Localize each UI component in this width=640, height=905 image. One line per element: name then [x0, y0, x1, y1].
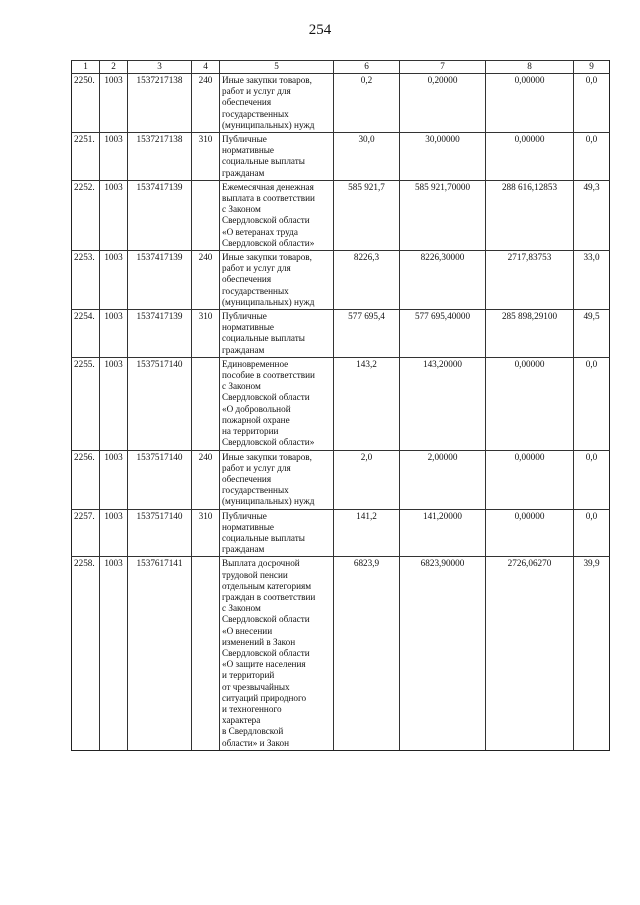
- executed-amount-cell: 2726,06270: [486, 557, 574, 750]
- approved-amount-cell: 6823,90000: [400, 557, 486, 750]
- table-row: [72, 180, 610, 250]
- planned-amount-cell: 577 695,4: [334, 310, 400, 358]
- target-code-cell: 1537417139: [128, 251, 192, 310]
- execution-percent-cell: 0,0: [574, 450, 610, 509]
- description-cell: Иные закупки товаров, работ и услуг для обеспечения государственных (муниципальных) нужд: [220, 251, 334, 310]
- approved-amount-cell: 30,00000: [400, 133, 486, 181]
- executed-amount-cell: 0,00000: [486, 133, 574, 181]
- planned-amount-cell: 8226,3: [334, 251, 400, 310]
- section-code-cell: 1003: [100, 74, 128, 133]
- section-code-cell: 1003: [100, 557, 128, 750]
- execution-percent-cell: 39,9: [574, 557, 610, 750]
- target-code-cell: 1537617141: [128, 557, 192, 750]
- description-cell: Публичные нормативные социальные выплаты гражданам: [220, 509, 334, 557]
- planned-amount-cell: 6823,9: [334, 557, 400, 750]
- target-code-cell: 1537417139: [128, 310, 192, 358]
- approved-amount-cell: 0,20000: [400, 74, 486, 133]
- execution-percent-cell: 0,0: [574, 509, 610, 557]
- row-number-cell: 2255.: [72, 357, 100, 450]
- target-code-cell: 1537217138: [128, 74, 192, 133]
- planned-amount-cell: 30,0: [334, 133, 400, 181]
- table-row: [72, 133, 610, 181]
- page-number: 254: [308, 22, 332, 38]
- approved-amount-cell: 143,20000: [400, 357, 486, 450]
- description-cell: Публичные нормативные социальные выплаты гражданам: [220, 133, 334, 181]
- table-row: [72, 357, 610, 450]
- approved-amount-cell: 141,20000: [400, 509, 486, 557]
- planned-amount-cell: 2,0: [334, 450, 400, 509]
- target-code-cell: 1537517140: [128, 450, 192, 509]
- execution-percent-cell: 0,0: [574, 74, 610, 133]
- planned-amount-cell: 0,2: [334, 74, 400, 133]
- row-number-cell: 2256.: [72, 450, 100, 509]
- expense-type-cell: 240: [192, 74, 220, 133]
- row-number-cell: 2251.: [72, 133, 100, 181]
- executed-amount-cell: 0,00000: [486, 74, 574, 133]
- executed-amount-cell: 0,00000: [486, 509, 574, 557]
- column-header: 2: [100, 61, 128, 74]
- executed-amount-cell: 0,00000: [486, 357, 574, 450]
- row-number-cell: 2253.: [72, 251, 100, 310]
- column-header: 5: [220, 61, 334, 74]
- expense-type-cell: 240: [192, 450, 220, 509]
- budget-table: [71, 60, 610, 751]
- executed-amount-cell: 288 616,12853: [486, 180, 574, 250]
- row-number-cell: 2257.: [72, 509, 100, 557]
- execution-percent-cell: 0,0: [574, 357, 610, 450]
- row-number-cell: 2252.: [72, 180, 100, 250]
- description-cell: Ежемесячная денежная выплата в соответствии с Законом Свердловской области «О ветеранах труда Свердловской области»: [220, 180, 334, 250]
- section-code-cell: 1003: [100, 509, 128, 557]
- planned-amount-cell: 585 921,7: [334, 180, 400, 250]
- expense-type-cell: [192, 357, 220, 450]
- planned-amount-cell: 141,2: [334, 509, 400, 557]
- table-row: [72, 557, 610, 750]
- expense-type-cell: 310: [192, 509, 220, 557]
- section-code-cell: 1003: [100, 180, 128, 250]
- table-row: [72, 509, 610, 557]
- target-code-cell: 1537517140: [128, 509, 192, 557]
- expense-type-cell: 310: [192, 133, 220, 181]
- description-cell: Единовременное пособие в соответствии с Законом Свердловской области «О добровольной пожарной охране на территории Свердловской области»: [220, 357, 334, 450]
- column-header: 4: [192, 61, 220, 74]
- executed-amount-cell: 285 898,29100: [486, 310, 574, 358]
- execution-percent-cell: 33,0: [574, 251, 610, 310]
- description-cell: Иные закупки товаров, работ и услуг для обеспечения государственных (муниципальных) нужд: [220, 74, 334, 133]
- approved-amount-cell: 8226,30000: [400, 251, 486, 310]
- section-code-cell: 1003: [100, 310, 128, 358]
- section-code-cell: 1003: [100, 357, 128, 450]
- section-code-cell: 1003: [100, 251, 128, 310]
- column-number-row: [72, 61, 610, 74]
- executed-amount-cell: 0,00000: [486, 450, 574, 509]
- section-code-cell: 1003: [100, 450, 128, 509]
- approved-amount-cell: 577 695,40000: [400, 310, 486, 358]
- target-code-cell: 1537217138: [128, 133, 192, 181]
- table-row: [72, 74, 610, 133]
- expense-type-cell: [192, 180, 220, 250]
- approved-amount-cell: 2,00000: [400, 450, 486, 509]
- column-header: 8: [486, 61, 574, 74]
- expense-type-cell: 310: [192, 310, 220, 358]
- section-code-cell: 1003: [100, 133, 128, 181]
- column-header: 9: [574, 61, 610, 74]
- row-number-cell: 2258.: [72, 557, 100, 750]
- description-cell: Выплата досрочной трудовой пенсии отдельным категориям граждан в соответствии с Законом Свердловской области «О внесении изменений в Закон Свердловской области «О защите населения и территорий от чрезвычайных ситуаций природного и техногенного характера в Свердловской области» и Закон: [220, 557, 334, 750]
- executed-amount-cell: 2717,83753: [486, 251, 574, 310]
- row-number-cell: 2254.: [72, 310, 100, 358]
- row-number-cell: 2250.: [72, 74, 100, 133]
- expense-type-cell: [192, 557, 220, 750]
- column-header: 7: [400, 61, 486, 74]
- column-header: 3: [128, 61, 192, 74]
- execution-percent-cell: 49,3: [574, 180, 610, 250]
- table-row: [72, 310, 610, 358]
- execution-percent-cell: 0,0: [574, 133, 610, 181]
- table-row: [72, 450, 610, 509]
- column-header: 6: [334, 61, 400, 74]
- expense-type-cell: 240: [192, 251, 220, 310]
- target-code-cell: 1537417139: [128, 180, 192, 250]
- target-code-cell: 1537517140: [128, 357, 192, 450]
- description-cell: Иные закупки товаров, работ и услуг для обеспечения государственных (муниципальных) нужд: [220, 450, 334, 509]
- planned-amount-cell: 143,2: [334, 357, 400, 450]
- table-row: [72, 251, 610, 310]
- approved-amount-cell: 585 921,70000: [400, 180, 486, 250]
- description-cell: Публичные нормативные социальные выплаты гражданам: [220, 310, 334, 358]
- column-header: 1: [72, 61, 100, 74]
- execution-percent-cell: 49,5: [574, 310, 610, 358]
